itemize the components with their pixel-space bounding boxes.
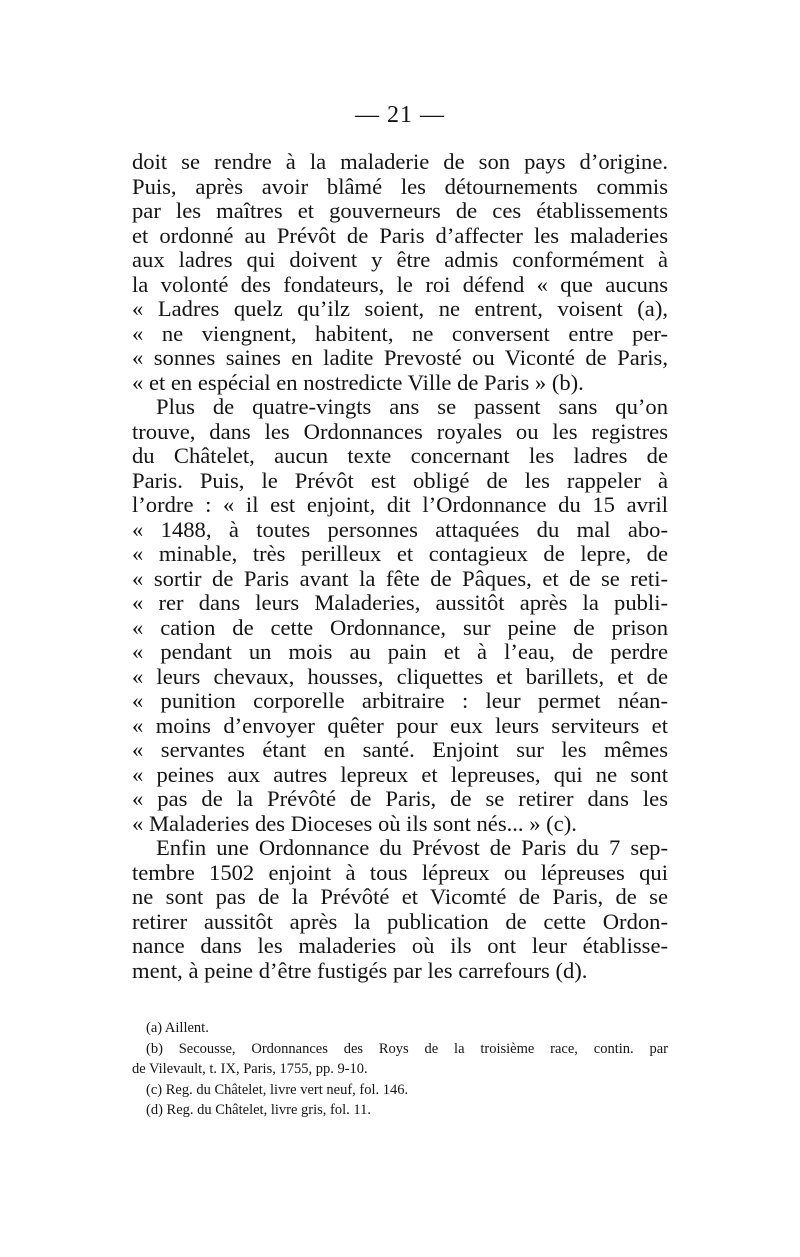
text-line: « et en espécial en nostredicte Ville de Paris » (b). bbox=[132, 369, 584, 395]
text-line: retirer aussitôt après la publication de cette Ordon- bbox=[132, 908, 668, 934]
text-line: nance dans les maladeries où ils ont leur établisse- bbox=[132, 933, 668, 958]
paragraph-3 bbox=[132, 836, 668, 983]
footnote-b-continued: de Vilevault, t. IX, Paris, 1755, pp. 9-10. bbox=[132, 1061, 368, 1077]
text-line: aux ladres qui doivent y être admis conformément à bbox=[132, 247, 668, 272]
paragraph-1 bbox=[132, 150, 668, 395]
paragraph-2 bbox=[132, 395, 668, 836]
text-line: « cation de cette Ordonnance, sur peine de prison bbox=[132, 614, 668, 640]
footnote-c: (c) Reg. du Châtelet, livre vert neuf, fol. 146. bbox=[146, 1081, 409, 1098]
text-line: « Ladres quelz qu’ilz soient, ne entrent, voisent (a), bbox=[132, 296, 668, 321]
text-line: doit se rendre à la maladerie de son pays d’origine. bbox=[132, 149, 668, 174]
text-line: « punition corporelle arbitraire : leur permet néan- bbox=[132, 688, 668, 713]
text-line: du Châtelet, aucun texte concernant les ladres de bbox=[132, 443, 668, 468]
text-line: « ne viengnent, habitent, ne conversent entre per- bbox=[132, 320, 668, 346]
text-line: « peines aux autres lepreux et lepreuses, qui ne sont bbox=[132, 761, 668, 787]
text-line: « leurs chevaux, housses, cliquettes et barillets, et de bbox=[132, 663, 668, 689]
text-line: Paris. Puis, le Prévôt est obligé de les rappeler à bbox=[132, 467, 668, 493]
footnote-b: (b) Secousse, Ordonnances des Roys de la troisième race, contin. par bbox=[146, 1040, 668, 1057]
body-text bbox=[132, 150, 668, 983]
text-line: « sortir de Paris avant la fête de Pâques, et de se reti- bbox=[132, 565, 668, 591]
text-line: ne sont pas de la Prévôté et Vicomté de Paris, de se bbox=[132, 884, 668, 909]
text-line: « rer dans leurs Maladeries, aussitôt après la publi- bbox=[132, 590, 668, 615]
text-line: « moins d’envoyer quêter pour eux leurs serviteurs et bbox=[132, 712, 668, 738]
text-line: « Maladeries des Dioceses où ils sont nés... » (c). bbox=[132, 810, 577, 836]
footnote-d: (d) Reg. du Châtelet, livre gris, fol. 11. bbox=[146, 1102, 371, 1118]
text-line: et ordonné au Prévôt de Paris d’affecter les maladeries bbox=[132, 222, 668, 248]
footnote-a: (a) Aillent. bbox=[146, 1020, 209, 1036]
text-line: tembre 1502 enjoint à tous lépreux ou lépreuses qui bbox=[132, 859, 668, 885]
text-line: Plus de quatre-vingts ans se passent sans qu’on bbox=[156, 394, 668, 419]
text-line: par les maîtres et gouverneurs de ces établissements bbox=[132, 198, 668, 223]
page-number: — 21 — bbox=[355, 102, 445, 128]
text-line: trouve, dans les Ordonnances royales ou les registres bbox=[132, 418, 668, 444]
text-line: « servantes étant en santé. Enjoint sur les mêmes bbox=[132, 737, 668, 762]
text-line: « sonnes saines en ladite Prevosté ou Viconté de Paris, bbox=[132, 345, 668, 370]
text-line: « minable, très perilleux et contagieux de lepre, de bbox=[132, 541, 668, 566]
text-line: Puis, après avoir blâmé les détournements commis bbox=[132, 173, 668, 199]
text-line: « 1488, à toutes personnes attaquées du mal abo- bbox=[132, 516, 668, 542]
text-line: « pas de la Prévôté de Paris, de se retirer dans les bbox=[132, 786, 668, 811]
footnotes bbox=[132, 1018, 668, 1121]
text-line: ment, à peine d’être fustigés par les carrefours (d). bbox=[132, 957, 588, 983]
text-line: la volonté des fondateurs, le roi défend « que aucuns bbox=[132, 271, 668, 297]
text-line: Enfin une Ordonnance du Prévost de Paris du 7 sep- bbox=[156, 835, 668, 860]
text-line: « pendant un mois au pain et à l’eau, de perdre bbox=[132, 639, 668, 664]
text-line: l’ordre : « il est enjoint, dit l’Ordonnance du 15 avril bbox=[132, 492, 668, 517]
